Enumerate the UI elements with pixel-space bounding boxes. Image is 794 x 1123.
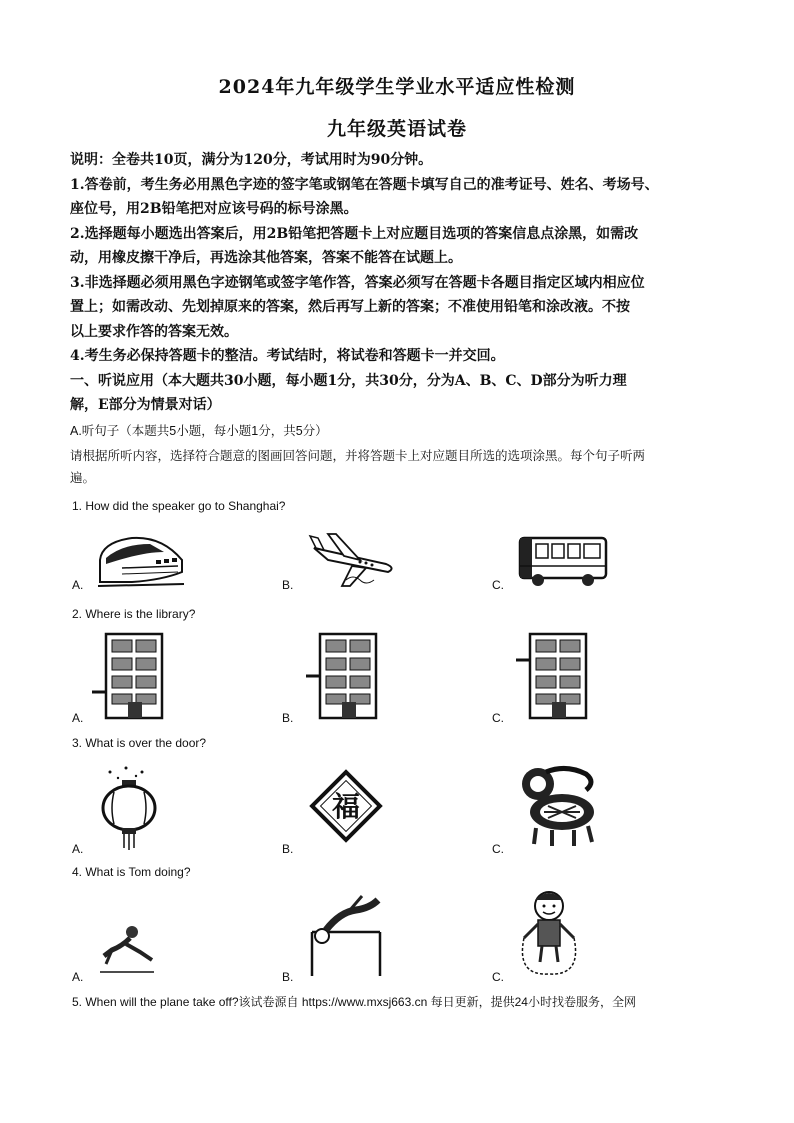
instruction-3c: 以上要求作答的答案无效。: [70, 324, 238, 340]
lantern-icon: [96, 764, 162, 850]
high-jump-icon: [306, 892, 386, 976]
instruction-3a: 3.非选择题必须用黑色字迹钢笔或签字笔作答，答案必须写在答题卡各题目指定区域内相应位: [70, 275, 645, 291]
q3-option-c[interactable]: C.: [492, 842, 504, 856]
q1-option-a[interactable]: A.: [72, 578, 84, 592]
page-title: 2024年九年级学生学业水平适应性检测: [218, 76, 576, 98]
instruction-3b: 置上；如需改动、先划掉原来的答案，然后再写上新的答案；不准使用铅笔和涂改液。不按: [70, 299, 630, 315]
question-4: 4. What is Tom doing?: [72, 865, 191, 879]
section1-heading-b: 解，E部分为情景对话）: [70, 397, 221, 413]
source-note: 该试卷源自 https://www.mxsj663.cn 每日更新，提供24小时找卷服务，全网: [238, 995, 636, 1009]
svg-text:福: 福: [331, 790, 361, 823]
instruction-1b: 座位号，用2B铅笔把对应该号码的标号涂黑。: [70, 201, 358, 217]
instructions-note: 说明：全卷共10页，满分为120分，考试用时为90分钟。: [70, 152, 433, 168]
partA-instr-a: 请根据所听内容，选择符合题意的图画回答问题，并将答题卡上对应题目所选的选项涂黑。每个句子听两: [70, 449, 646, 463]
library-building-c-icon: [516, 632, 598, 720]
partA-title: A.听句子（本题共5小题，每小题1分，共5分）: [70, 424, 328, 438]
q4-option-b[interactable]: B.: [282, 970, 294, 984]
question-2: 2. Where is the library?: [72, 607, 196, 621]
q3-option-a[interactable]: A.: [72, 842, 84, 856]
q1-option-c[interactable]: C.: [492, 578, 504, 592]
question-3: 3. What is over the door?: [72, 736, 207, 750]
fu-character-icon: [308, 768, 384, 844]
q2-option-b[interactable]: B.: [282, 711, 294, 725]
question-5: [72, 993, 636, 1010]
section1-heading-a: 一、听说应用（本大题共30小题，每小题1分，共30分，分为A、B、C、D部分为听力理: [70, 373, 627, 389]
library-building-b-icon: [306, 632, 388, 720]
q2-option-a[interactable]: A.: [72, 711, 84, 725]
paper-cut-ox-icon: [516, 762, 602, 848]
library-building-a-icon: [92, 632, 174, 720]
q3-option-b[interactable]: B.: [282, 842, 294, 856]
long-jump-icon: [96, 920, 158, 976]
instruction-2a: 2.选择题每小题选出答案后，用2B铅笔把答题卡上对应题目选项的答案信息点涂黑，如需改: [70, 226, 639, 242]
airplane-icon: [308, 530, 398, 590]
page-subtitle: 九年级英语试卷: [326, 118, 467, 140]
instruction-2b: 动，用橡皮擦干净后，再选涂其他答案，答案不能答在试题上。: [70, 250, 462, 266]
high-speed-train-icon: [92, 530, 188, 590]
q2-option-c[interactable]: C.: [492, 711, 504, 725]
q4-option-a[interactable]: A.: [72, 970, 84, 984]
partA-instr-b: 遍。: [70, 471, 96, 485]
jump-rope-icon: [512, 888, 586, 978]
question-5-text: 5. When will the plane take off?: [72, 995, 239, 1009]
instruction-4: 4.考生务必保持答题卡的整洁。考试结时，将试卷和答题卡一并交回。: [70, 348, 505, 364]
q4-option-c[interactable]: C.: [492, 970, 504, 984]
question-1: 1. How did the speaker go to Shanghai?: [72, 499, 286, 513]
instruction-1a: 1.答卷前，考生务必用黑色字迹的签字笔或钢笔在答题卡填写自己的准考证号、姓名、考场号、: [70, 177, 659, 193]
bus-icon: [516, 532, 610, 588]
q1-option-b[interactable]: B.: [282, 578, 294, 592]
